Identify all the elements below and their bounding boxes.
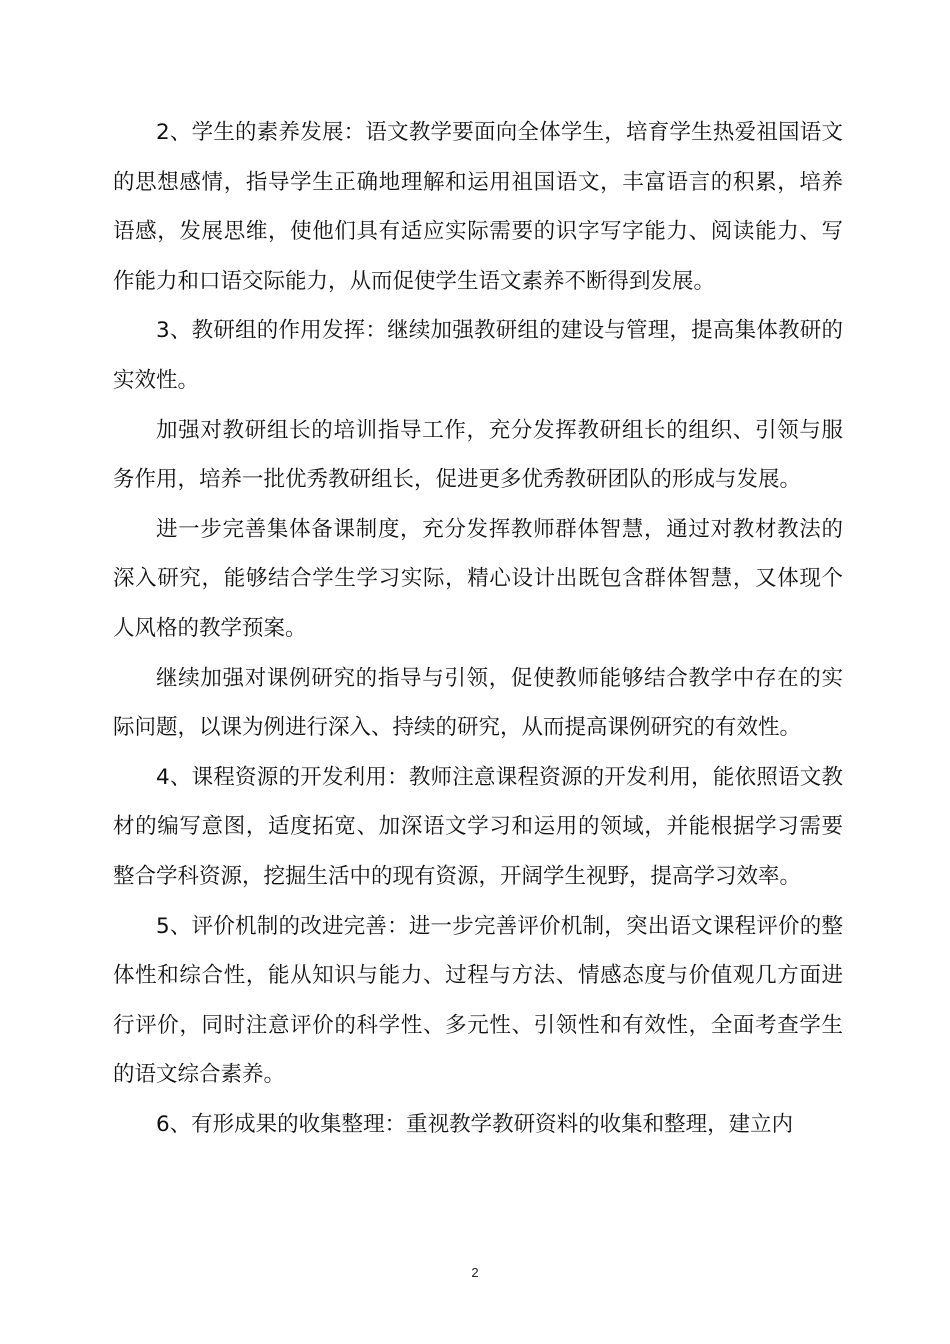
paragraph-collective-lesson-prep: 进一步完善集体备课制度，充分发挥教师群体智慧，通过对教材教法的深入研究，能够结合学生学习实际，精心设计出既包含群体智慧，又体现个人风格的教学预案。 [113,516,843,641]
body-text [113,108,843,1149]
paragraph-student-literacy: 2、学生的素养发展：语文教学要面向全体学生，培育学生热爱祖国语文的思想感情，指导学生正确地理解和运用祖国语文，丰富语言的积累，培养语感，发展思维，使他们具有适应实际需要的识字写字能力、阅读能力、写作能力和口语交际能力，从而促使学生语文素养不断得到发展。 [113,120,843,294]
paragraph-case-study-guidance: 继续加强对课例研究的指导与引领，促使教师能够结合教学中存在的实际问题，以课为例进行深入、持续的研究，从而提高课例研究的有效性。 [113,665,843,741]
paragraph-results-collection: 6、有形成果的收集整理：重视教学教研资料的收集和整理，建立内 [156,1111,794,1137]
paragraph-evaluation-mechanism: 5、评价机制的改进完善：进一步完善评价机制，突出语文课程评价的整体性和综合性，能从知识与能力、过程与方法、情感态度与价值观几方面进行评价，同时注意评价的科学性、多元性、引领性和有效性，全面考查学生的语文综合素养。 [113,913,843,1088]
page-number: 2 [471,1265,479,1280]
paragraph-curriculum-resources: 4、课程资源的开发利用：教师注意课程资源的开发利用，能依照语文教材的编写意图，适度拓宽、加深语文学习和运用的领域，并能根据学习需要整合学科资源，挖掘生活中的现有资源，开阔学生视野，提高学习效率。 [113,764,843,889]
paragraph-teaching-group-role: 3、教研组的作用发挥：继续加强教研组的建设与管理，提高集体教研的实效性。 [113,318,843,393]
paragraph-group-leader-training: 加强对教研组长的培训指导工作，充分发挥教研组长的组织、引领与服务作用，培养一批优秀教研组长，促进更多优秀教研团队的形成与发展。 [113,417,843,493]
